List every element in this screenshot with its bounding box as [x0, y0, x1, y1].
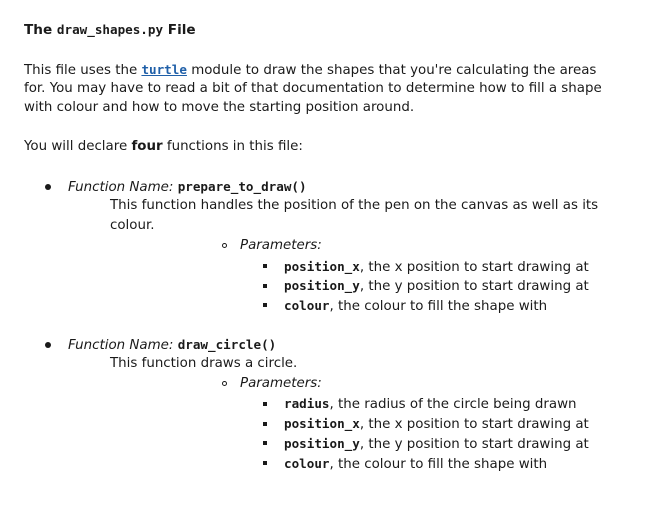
- parameter-name: position_y: [284, 278, 360, 293]
- square-bullet-icon: [263, 422, 267, 426]
- parameter-desc: , the y position to start drawing at: [359, 437, 589, 452]
- turtle-link[interactable]: [141, 63, 187, 78]
- intro-text: module to draw the shapes that you're calculating the areas: [186, 63, 597, 78]
- parameter-name: position_x: [284, 416, 360, 431]
- parameter-item: [284, 296, 547, 317]
- turtle-link-text: turtle: [141, 62, 187, 77]
- parameter-name: position_x: [284, 259, 360, 274]
- declare-bold: four: [131, 139, 163, 154]
- parameter-item: [284, 414, 589, 435]
- parameter-desc: , the y position to start drawing at: [359, 279, 589, 294]
- circle-bullet-icon: [222, 381, 227, 386]
- function-name-line: [68, 335, 276, 356]
- function-description: This function draws a circle.: [110, 356, 298, 371]
- declare-text: You will declare: [24, 139, 132, 154]
- declare-line: [24, 137, 303, 157]
- parameter-desc: , the x position to start drawing at: [359, 260, 589, 275]
- parameter-name: colour: [284, 456, 330, 471]
- intro-line-2: for. You may have to read a bit of that documentation to determine how to fill a shape: [24, 81, 602, 96]
- title-prefix: The: [24, 22, 57, 38]
- bullet-icon: [45, 184, 51, 190]
- parameter-name: radius: [284, 396, 330, 411]
- square-bullet-icon: [263, 402, 267, 406]
- parameter-name: colour: [284, 298, 330, 313]
- title-suffix: File: [163, 22, 196, 38]
- parameters-label: [240, 236, 322, 256]
- intro-line-3: with colour and how to move the starting position around.: [24, 100, 415, 115]
- square-bullet-icon: [263, 303, 267, 307]
- parameters-label-text: Parameters:: [240, 238, 322, 253]
- function-name: draw_circle(): [177, 337, 277, 352]
- parameter-item: [284, 276, 589, 297]
- circle-bullet-icon: [222, 243, 227, 248]
- function-name-label: Function Name:: [68, 180, 178, 195]
- parameter-name: position_y: [284, 436, 360, 451]
- function-description: colour.: [110, 218, 155, 233]
- page-title: [24, 20, 196, 41]
- parameter-desc: , the colour to fill the shape with: [329, 299, 548, 314]
- intro-text: This file uses the: [24, 63, 142, 78]
- square-bullet-icon: [263, 264, 267, 268]
- parameter-item: [284, 394, 577, 415]
- intro-line-1: [24, 60, 596, 81]
- function-name: prepare_to_draw(): [177, 179, 307, 194]
- square-bullet-icon: [263, 284, 267, 288]
- parameter-item: [284, 454, 547, 475]
- bullet-icon: [45, 342, 51, 348]
- parameter-item: [284, 434, 589, 455]
- square-bullet-icon: [263, 441, 267, 445]
- parameter-item: [284, 257, 589, 278]
- parameter-desc: , the radius of the circle being drawn: [329, 397, 577, 412]
- function-name-line: [68, 177, 307, 198]
- function-name-label: Function Name:: [68, 338, 178, 353]
- declare-text: functions in this file:: [162, 139, 303, 154]
- square-bullet-icon: [263, 461, 267, 465]
- parameters-label-text: Parameters:: [240, 376, 322, 391]
- function-description: This function handles the position of the pen on the canvas as well as its: [110, 198, 599, 213]
- title-filename: draw_shapes.py: [56, 22, 164, 37]
- parameters-label: [240, 374, 322, 394]
- parameter-desc: , the x position to start drawing at: [359, 417, 589, 432]
- parameter-desc: , the colour to fill the shape with: [329, 457, 548, 472]
